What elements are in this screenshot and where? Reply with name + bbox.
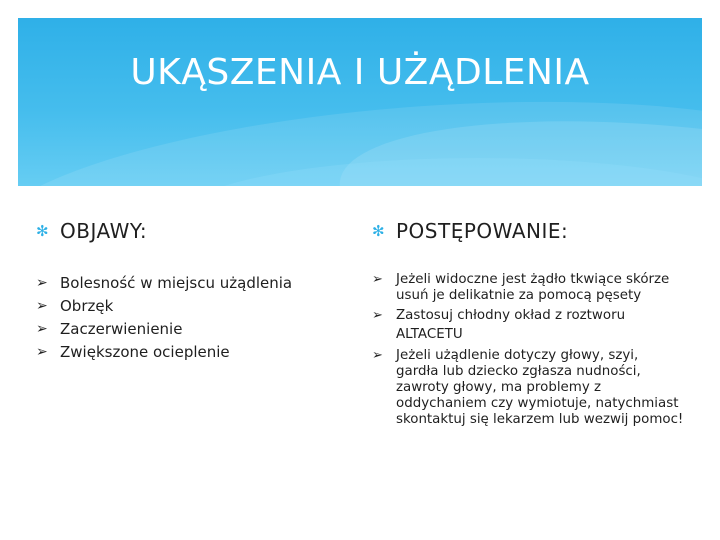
symptoms-list: [36, 272, 336, 364]
asterisk-icon: ✻: [36, 222, 50, 240]
list-item: ➢ Jeżeli użądlenie dotyczy głowy, szyi, gardła lub dziecko zgłasza nudności, zawroty głowy, ma problemy z oddychaniem czy wymiotuje, natychmiast skontaktuj się lekarzem lub wezwij pomoc!: [372, 348, 684, 427]
slide-title: UKĄSZENIA I UŻĄDLENIA: [130, 52, 590, 93]
list-item-continuation: ALTACETU: [396, 327, 463, 342]
arrow-bullet-icon: ➢: [36, 298, 48, 314]
arrow-bullet-icon: ➢: [372, 272, 383, 287]
list-item: ➢ Zastosuj chłodny okład z roztworu: [372, 308, 626, 323]
list-item: ➢ Zaczerwienienie: [36, 318, 336, 341]
procedure-heading: [372, 216, 684, 246]
arrow-bullet-icon: ➢: [36, 321, 48, 337]
title-banner: [18, 18, 702, 186]
procedure-column: [372, 216, 684, 432]
arrow-bullet-icon: ➢: [372, 348, 383, 363]
symptoms-column: [36, 216, 336, 364]
procedure-heading-text: POSTĘPOWANIE:: [396, 219, 569, 243]
symptoms-heading-text: OBJAWY:: [60, 219, 148, 243]
arrow-bullet-icon: ➢: [36, 344, 48, 360]
arrow-bullet-icon: ➢: [36, 275, 48, 291]
list-item: ➢ Obrzęk: [36, 295, 336, 318]
arrow-bullet-icon: ➢: [372, 308, 383, 323]
list-item: ➢ Bolesność w miejscu użądlenia: [36, 272, 336, 295]
asterisk-icon: ✻: [372, 222, 386, 240]
list-item: ➢ Jeżeli widoczne jest żądło tkwiące skórze usuń je delikatnie za pomocą pęsety: [372, 272, 670, 303]
symptoms-heading: [36, 216, 336, 246]
procedure-list: [372, 272, 684, 428]
list-item: ➢ Zwiększone ocieplenie: [36, 341, 336, 364]
